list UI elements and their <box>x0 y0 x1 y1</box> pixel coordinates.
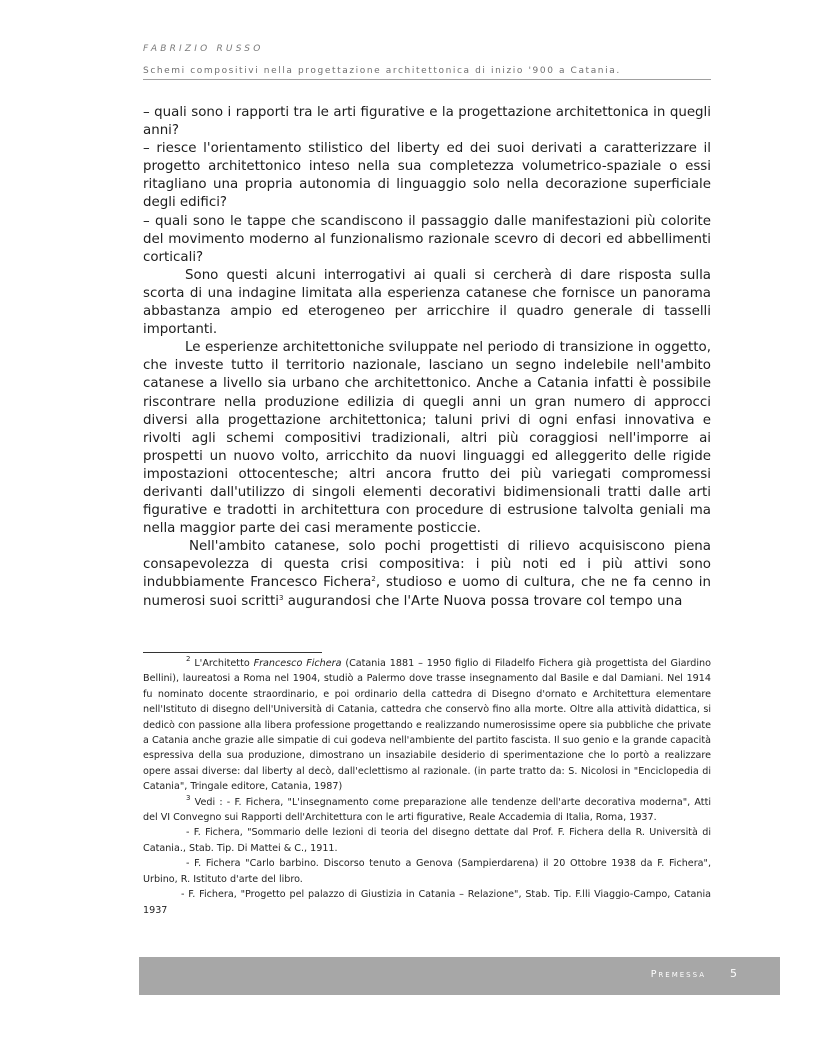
header-divider <box>143 79 711 80</box>
footnote-2-text-a: L'Architetto <box>190 658 254 669</box>
footnote-3-ref-c: - F. Fichera "Carlo barbino. Discorso tenuto a Genova (Sampierdarena) il 20 Ottobre 1938 da F. Fichera", Urbino, R. Istituto d'arte del libro. <box>143 858 711 885</box>
footnote-3-ref-b: - F. Fichera, "Sommario delle lezioni di teoria del disegno dettate dal Prof. F. Fichera della R. Università di Catania., Stab. Tip. Di Mattei & C., 1911. <box>143 827 711 854</box>
paragraph-3-text-c: augurandosi che l'Arte Nuova possa trovare col tempo una <box>283 593 683 609</box>
footnote-divider <box>143 652 322 653</box>
footnote-3-text-a: Vedi : - F. Fichera, "L'insegnamento come preparazione alle tendenze dell'arte decorativa moderna", Atti del VI Convegno sui Rapporti dell'Architettura con le arti figurative, Reale Accademia di Italia, Roma, 1937. <box>143 796 711 824</box>
footnote-2-number: 2 <box>186 655 191 663</box>
footer-section-title: Premessa <box>650 969 706 980</box>
footnote-ref-2: 2 <box>371 575 376 584</box>
page-number: 5 <box>730 967 737 980</box>
footnote-3-number: 3 <box>186 793 191 802</box>
footnote-3 <box>143 795 711 826</box>
question-1: – quali sono i rapporti tra le arti figurative e la progettazione architettonica in quegli anni? <box>143 105 711 139</box>
footnote-2-text-b: (Catania 1881 – 1950 figlio di Filadelfo Fichera già progettista del Giardino Bellini), laureatosi a Roma nel 1904, studiò a Palermo dove trasse insegnamento dal Basile e dal Damiani. Nel 1914 fu nominato docente straordinario, e poi ordinario della cattedra di Disegno d'ornato e Architettura elementare nell'Istituto di disegno dell'Università di Catania, cattedra che conservò fino alla morte. Oltre alla attività didattica, si dedicò con passione alla libera professione progettando e realizzando numerosissime opere sia pubbliche che private a Catania anche grazie alle simpatie di cui godeva nell'ambiente del partito fascista. Il suo genio e la grande capacità espressiva della sua produzione, dimostrano un insaziabile desiderio di sperimentazione che lo portò a realizzare opere assai diverse: dal liberty al decò, dall'eclettismo al razionale. (in parte tratto da: S. Nicolosi in "Enciclopedia di Catania", Tringale editore, Catania, 1987) <box>143 658 711 793</box>
paragraph-3 <box>143 538 711 610</box>
header-author: FABRIZIO RUSSO <box>143 44 264 54</box>
footnotes <box>143 656 711 918</box>
paragraph-2: Le esperienze architettoniche sviluppate nel periodo di transizione in oggetto, che investe tutto il territorio nazionale, lasciano un segno indelebile nell'ambito catanese a livello sia urbano che architettonico. Anche a Catania infatti è possibile riscontrare nella produzione edilizia di quegli anni un gran numero di approcci diversi alla progettazione architettonica; taluni privi di ogni enfasi innovativa e rivolti agli schemi compositivi tradizionali, altri più coraggiosi nell'imporre ai prospetti un nuovo volto, arricchito da nuovi linguaggi ed alleggerito delle rigide impostazioni ottocentesche; altri ancora frutto dei più variegati compromessi derivanti dall'utilizzo di singoli elementi decorativi bidimensionali tratti dalle arti figurative e tradotti in architettura con procedure di estrusione talvolta geniali ma nella maggior parte dei casi meramente posticcie. <box>143 340 711 537</box>
footnote-2-name: Francesco Fichera <box>253 658 342 669</box>
question-2: – riesce l'orientamento stilistico del liberty ed dei suoi derivati a caratterizzare il progetto architettonico inteso nella sua completezza volumetrico-spaziale o essi ritagliano una propria autonomia di linguaggio solo nella decorazione superficiale degli edifici? <box>143 141 711 211</box>
header-subtitle: Schemi compositivi nella progettazione architettonica di inizio '900 a Catania. <box>143 66 621 76</box>
footnote-ref-3: 3 <box>279 593 284 602</box>
paragraph-3-text-a: Nell'ambito catanese, solo pochi progettisti di rilievo acquisiscono piena consapevolezza di questa crisi compositiva: i più noti ed i più attivi sono indubbiamente Francesco Fichera <box>143 539 711 591</box>
main-text <box>143 104 711 611</box>
footer-bar <box>139 957 780 995</box>
footnote-2 <box>143 656 711 795</box>
footnote-3-ref-d: - F. Fichera, "Progetto pel palazzo di Giustizia in Catania – Relazione", Stab. Tip. F.lli Viaggio-Campo, Catania 1937 <box>143 889 711 916</box>
paragraph-3-text-b: , studioso e uomo di cultura, che ne fa cenno in numerosi suoi scritti <box>143 575 711 609</box>
paragraph-1: Sono questi alcuni interrogativi ai quali si cercherà di dare risposta sulla scorta di una indagine limitata alla esperienza catanese che fornisce un panorama abbastanza ampio ed eterogeneo per arricchire il quadro generale di tasselli importanti. <box>143 267 711 338</box>
question-3: – quali sono le tappe che scandiscono il passaggio dalle manifestazioni più colorite del movimento moderno al funzionalismo razionale scevro di decori ed abbellimenti corticali? <box>143 213 711 265</box>
